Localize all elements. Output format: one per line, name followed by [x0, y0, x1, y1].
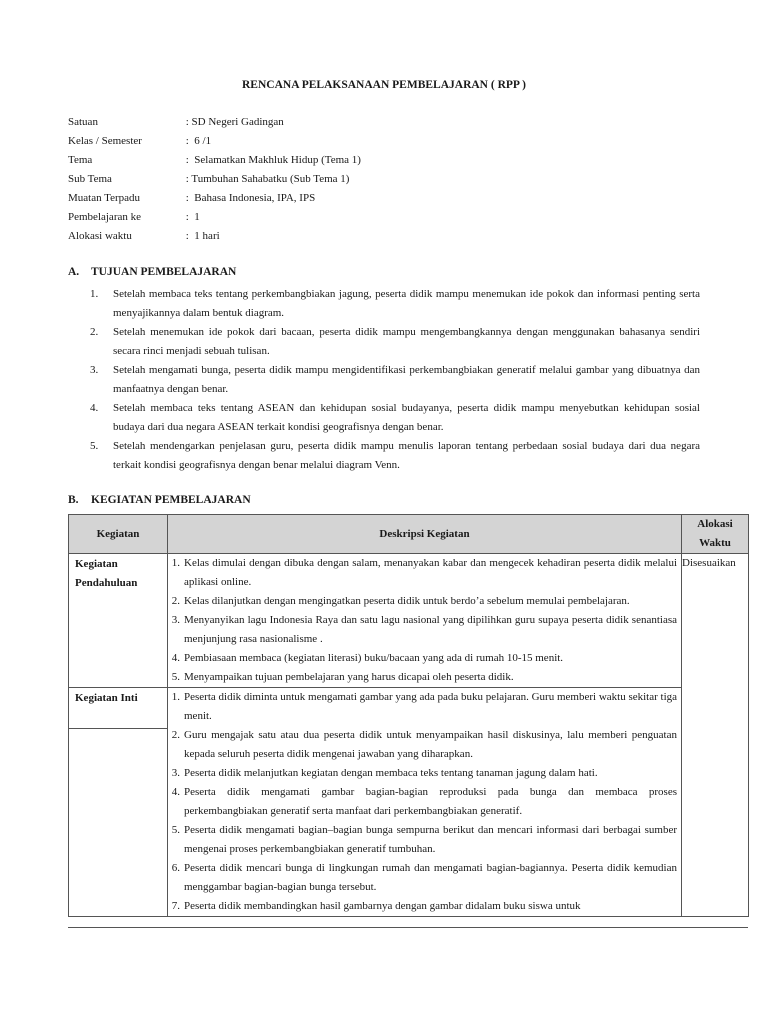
step-number: 7.: [171, 900, 180, 912]
inti-label: Kegiatan Inti: [69, 688, 167, 729]
step-text: Peserta didik mengamati gambar bagian-bagian reproduksi pada bunga dan membaca proses perkembangbiakan generatif serta manfaat dari perkembangbiakan generatif.: [184, 786, 677, 817]
section-a-title: TUJUAN PEMBELAJARAN: [91, 266, 237, 278]
identity-row: [68, 151, 361, 170]
learning-goals-list: [90, 285, 700, 475]
identity-value: : 6 /1: [183, 135, 212, 147]
identity-label: Alokasi waktu: [68, 230, 132, 242]
section-b-number: B.: [68, 494, 79, 506]
identity-value: : 1: [183, 211, 200, 223]
identity-row: [68, 113, 361, 132]
identity-block: [68, 113, 361, 246]
identity-row: [68, 208, 361, 227]
step-item: [168, 668, 677, 687]
identity-value: : Selamatkan Makhluk Hidup (Tema 1): [183, 154, 361, 166]
step-number: 4.: [171, 786, 180, 798]
identity-value: : Bahasa Indonesia, IPA, IPS: [183, 192, 316, 204]
list-item: [90, 361, 700, 399]
step-item: [168, 726, 677, 764]
list-item-number: 1.: [90, 288, 99, 300]
identity-label: Sub Tema: [68, 173, 112, 185]
list-item-number: 5.: [90, 440, 99, 452]
list-item: [90, 399, 700, 437]
step-number: 5.: [171, 824, 180, 836]
step-item: [168, 859, 677, 897]
header-kegiatan: Kegiatan: [69, 515, 168, 554]
step-item: [168, 764, 677, 783]
list-item-text: Setelah membaca teks tentang perkembangbiakan jagung, peserta didik mampu menemukan ide pokok dan informasi penting serta menyajikannya dalam bentuk diagram.: [113, 288, 700, 319]
step-text: Peserta didik mencari bunga di lingkungan rumah dan mengamati bagian-bagiannya. Peserta didik kemudian menggambar bagian-bagian bunga tersebut.: [184, 862, 677, 893]
step-text: Peserta didik melanjutkan kegiatan dengan membaca teks tentang tanaman jagung dalam hati.: [184, 767, 598, 779]
step-number: 4.: [171, 652, 180, 664]
step-text: Guru mengajak satu atau dua peserta didik untuk menyampaikan hasil diskusinya, lalu memberi penguatan kepada seluruh peserta didik mengenai jawaban yang diharapkan.: [184, 729, 677, 760]
step-text: Kelas dimulai dengan dibuka dengan salam, menanyakan kabar dan mengecek kehadiran peserta didik melalui aplikasi online.: [184, 557, 677, 588]
step-number: 3.: [171, 614, 180, 626]
cell-alokasi: [682, 554, 749, 917]
step-item: [168, 611, 677, 649]
step-text: Menyanyikan lagu Indonesia Raya dan satu lagu nasional yang dipilihkan guru supaya peserta didik senantiasa menjunjung rasa nasionalisme .: [184, 614, 677, 645]
step-text: Kelas dilanjutkan dengan mengingatkan peserta didik untuk berdo’a sebelum memulai pembelajaran.: [184, 595, 630, 607]
section-a-number: A.: [68, 266, 80, 278]
identity-row: [68, 227, 361, 246]
table-bottom-border: [68, 927, 748, 928]
header-deskripsi: Deskripsi Kegiatan: [168, 515, 682, 554]
step-item: [168, 649, 677, 668]
step-item: [168, 554, 677, 592]
list-item-text: Setelah menemukan ide pokok dari bacaan, peserta didik mampu mengembangkannya dengan menggunakan bahasanya sendiri secara rinci menjadi sebuah tulisan.: [113, 326, 700, 357]
step-text: Peserta didik membandingkan hasil gambarnya dengan gambar didalam buku siswa untuk: [184, 900, 581, 912]
section-b-title: KEGIATAN PEMBELAJARAN: [91, 494, 251, 506]
header-alokasi: Alokasi Waktu: [682, 515, 749, 554]
step-number: 1.: [171, 557, 180, 569]
step-number: 3.: [171, 767, 180, 779]
step-text: Peserta didik mengamati bagian–bagian bunga sempurna berikut dan mencari informasi dari berbagai sumber mengenai proses perkembangbiakan generatif tumbuhan.: [184, 824, 677, 855]
activity-table-wrapper: [68, 514, 750, 929]
list-item-number: 3.: [90, 364, 99, 376]
alokasi-value: Disesuaikan: [682, 557, 736, 569]
section-b-heading: [68, 494, 251, 506]
section-a-heading: [68, 266, 236, 278]
identity-label: Satuan: [68, 116, 98, 128]
cell-kegiatan-inti: [69, 688, 168, 917]
list-item: [90, 437, 700, 475]
cell-deskripsi-inti: [168, 688, 682, 917]
step-item: [168, 688, 677, 726]
list-item-number: 2.: [90, 326, 99, 338]
step-item: [168, 821, 677, 859]
step-item: [168, 783, 677, 821]
identity-label: Muatan Terpadu: [68, 192, 141, 204]
step-number: 2.: [171, 729, 180, 741]
step-item: [168, 897, 677, 916]
step-item: [168, 592, 677, 611]
step-text: Peserta didik diminta untuk mengamati gambar yang ada pada buku pelajaran. Guru memberi waktu sekitar tiga menit.: [184, 691, 678, 722]
step-number: 6.: [171, 862, 180, 874]
step-number: 2.: [171, 595, 180, 607]
step-text: Pembiasaan membaca (kegiatan literasi) buku/bacaan yang ada di rumah 10-15 menit.: [184, 652, 564, 664]
list-item-text: Setelah membaca teks tentang ASEAN dan kehidupan sosial budayanya, peserta didik mampu menyebutkan kehidupan sosial budaya dari dua negara ASEAN terkait kondisi geografisnya dengan benar.: [113, 402, 700, 433]
cell-deskripsi-pendahuluan: [168, 554, 682, 688]
step-number: 1.: [171, 691, 180, 703]
step-number: 5.: [171, 671, 180, 683]
table-row-pendahuluan: [69, 554, 749, 688]
identity-label: Pembelajaran ke: [68, 211, 141, 223]
identity-row: [68, 189, 361, 208]
cell-kegiatan-pendahuluan: Kegiatan Pendahuluan: [69, 554, 168, 688]
table-header-row: [69, 515, 749, 554]
identity-row: [68, 132, 361, 151]
list-item-text: Setelah mendengarkan penjelasan guru, peserta didik mampu menulis laporan tentang perbedaan sosial budaya dari dua negara terkait kondisi geografisnya dengan benar melalui diagram Venn.: [113, 440, 700, 471]
identity-row: [68, 170, 361, 189]
list-item-number: 4.: [90, 402, 99, 414]
identity-label: Kelas / Semester: [68, 135, 142, 147]
activity-table: [68, 514, 749, 917]
list-item-text: Setelah mengamati bunga, peserta didik mampu mengidentifikasi perkembangbiakan generatif melalui gambar yang dibuatnya dan manfaatnya dengan benar.: [113, 364, 700, 395]
step-text: Menyampaikan tujuan pembelajaran yang harus dicapai oleh peserta didik.: [184, 671, 514, 683]
document-title: RENCANA PELAKSANAAN PEMBELAJARAN ( RPP ): [242, 79, 526, 91]
list-item: [90, 285, 700, 323]
identity-value: : SD Negeri Gadingan: [183, 116, 284, 128]
table-row-inti: [69, 688, 749, 917]
identity-value: : Tumbuhan Sahabatku (Sub Tema 1): [183, 173, 350, 185]
list-item: [90, 323, 700, 361]
identity-value: : 1 hari: [183, 230, 220, 242]
identity-label: Tema: [68, 154, 93, 166]
